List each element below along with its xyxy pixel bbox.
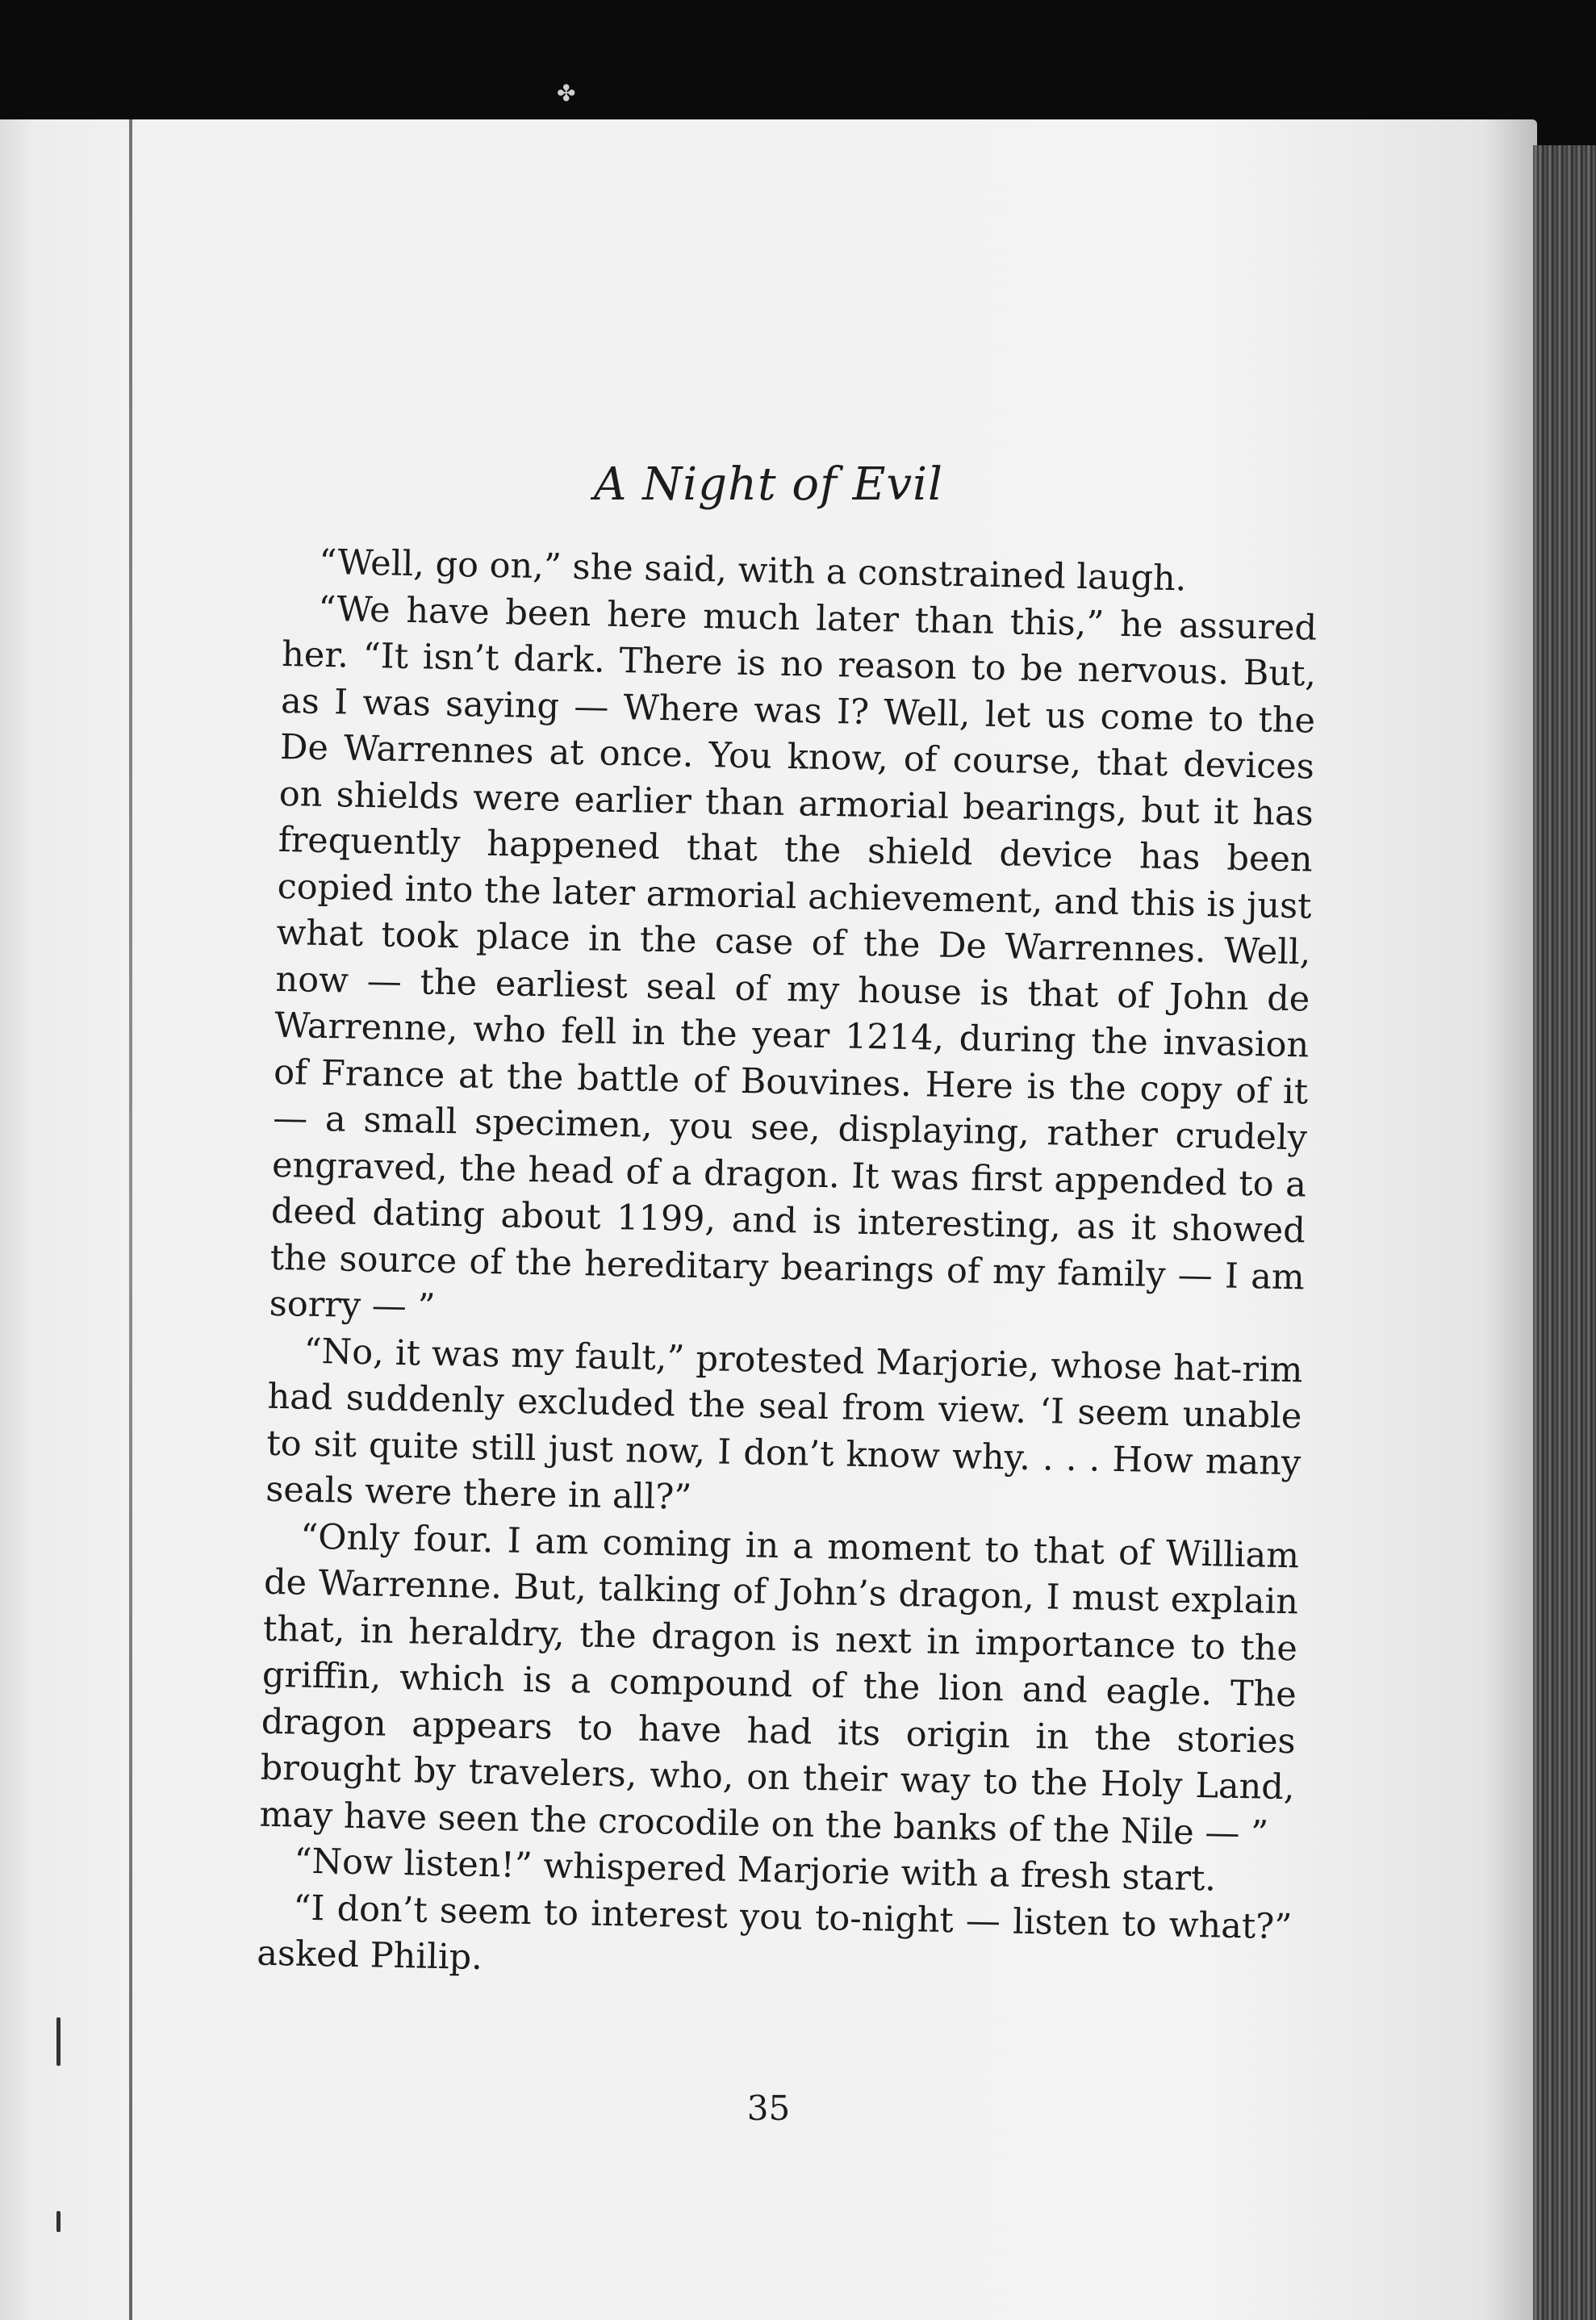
page-number: 35 xyxy=(746,2088,791,2128)
gutter-mark xyxy=(56,2017,61,2066)
gutter-mark xyxy=(56,2211,61,2232)
paragraph: “Now listen!” whispered Marjorie with a fresh start. xyxy=(294,1841,1217,1900)
body-text xyxy=(257,539,1318,1997)
paragraph: “We have been here much later than this,” he assured her. “It isn’t dark. There is no reason to be nervous. But, as I was saying — Where was I? Well, let us come to the De Warrennes at once. You know, of course, that devices on shields were earlier than armorial bearings, but it has frequently happened that the shield device has been copied into the later armorial achievement, and this is just what took place in the case of the De Warrennes. Well, now — the earliest seal of my house is that of John de Warrenne, who fell in the year 1214, during the invasion of France at the battle of Bouvines. Here is the copy of it — a small specimen, you see, displaying, rather crudely engraved, the head of a dragon. It was first appended to a deed dating about 1199, and is interesting, as it showed the source of the hereditary bearings of my family — I am sorry — ” xyxy=(269,588,1318,1327)
paper-page xyxy=(0,119,1537,2320)
paragraph: “Well, go on,” she said, with a constrained laugh. xyxy=(318,541,1187,600)
dust-speck: ✤ xyxy=(557,80,576,107)
paragraph: “I don’t seem to interest you to-night — listen to what?” asked Philip. xyxy=(256,1887,1293,1979)
paragraph: “No, it was my fault,” protested Marjorie, whose hat-rim had suddenly excluded the seal from view. ‘I seem unable to sit quite still just now, I don’t know why. . . . How many seals were there in all?” xyxy=(265,1331,1303,1518)
binding-line xyxy=(129,119,132,2320)
running-title: A Night of Evil xyxy=(594,458,943,511)
page-edge-shadow xyxy=(1533,145,1596,2320)
paragraph: “Only four. I am coming in a moment to that of William de Warrenne. But, talking of John’s dragon, I must explain that, in heraldry, the dragon is next in importance to the griffin, which is a compound of the lion and eagle. The dragon appears to have had its origin in the stories brought by travelers, who, on their way to the Holy Land, may have seen the crocodile on the banks of the Nile — ” xyxy=(259,1516,1300,1854)
